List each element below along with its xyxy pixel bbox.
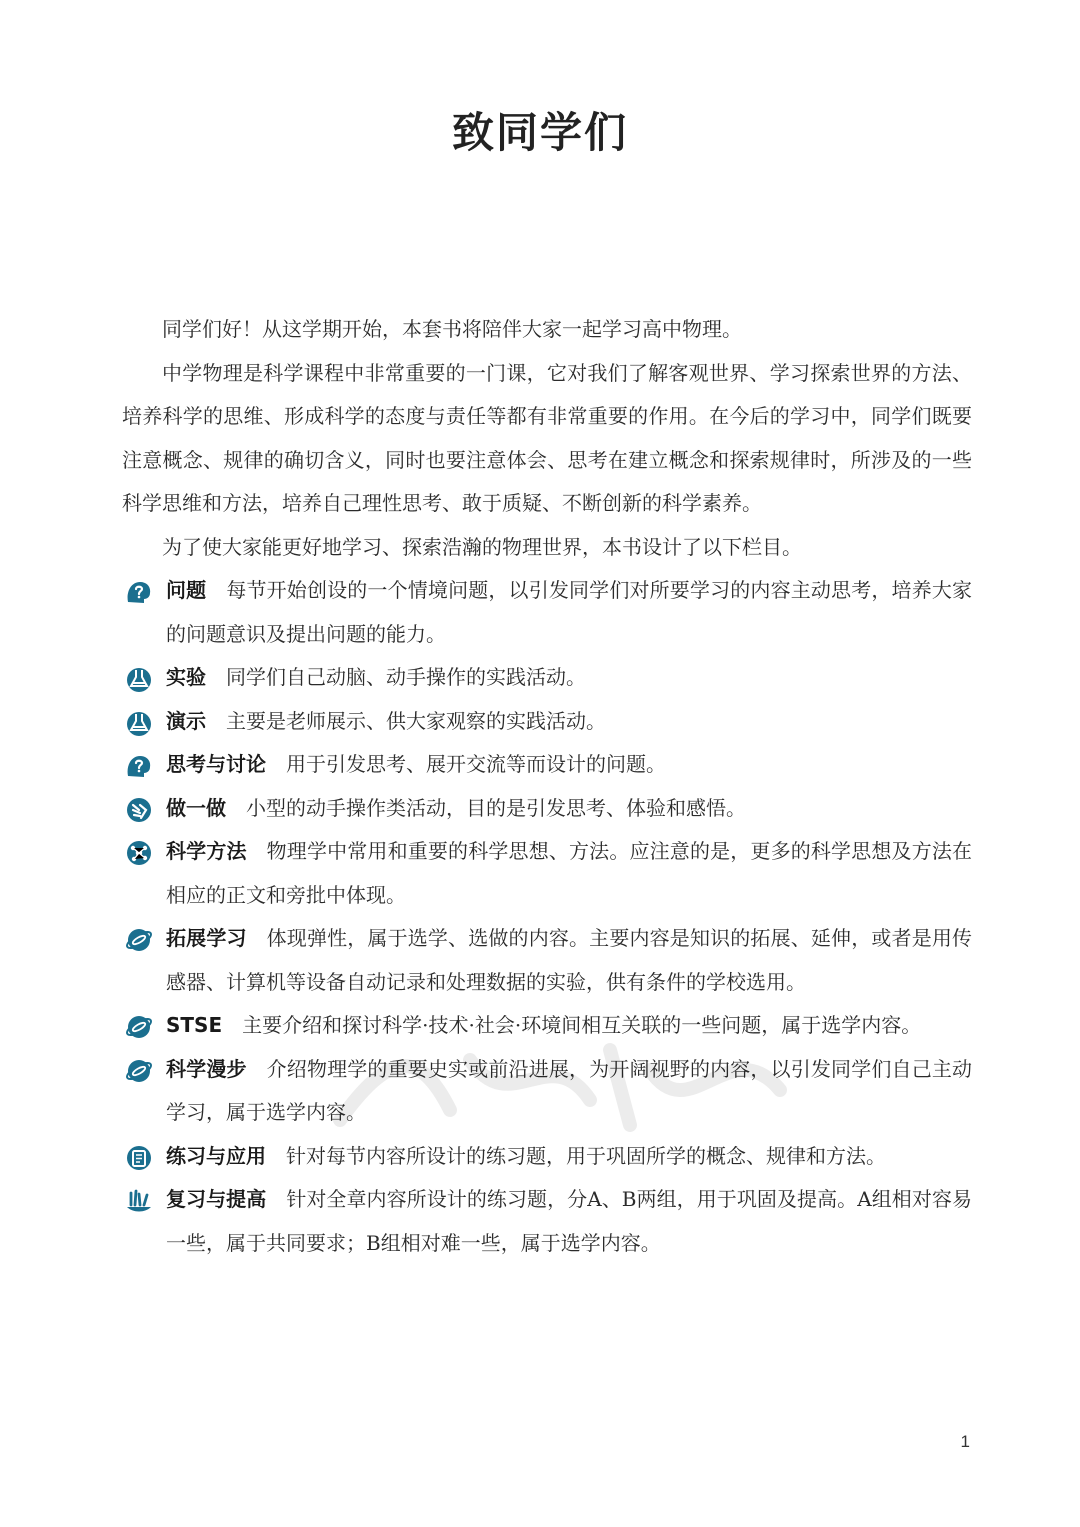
feature-item: [122, 917, 972, 1004]
planet-icon: [125, 926, 153, 954]
flask-icon: [125, 665, 153, 693]
planet-icon: [125, 1013, 153, 1041]
feature-item: [122, 830, 972, 917]
feature-list: [122, 569, 972, 1265]
feature-item: [122, 743, 972, 787]
intro-paragraph: 同学们好！从这学期开始，本套书将陪伴大家一起学习高中物理。: [162, 317, 742, 341]
feature-desc: 小型的动手操作类活动，目的是引发思考、体验和感悟。: [246, 795, 746, 820]
purpose-paragraph: 中学物理是科学课程中非常重要的一门课，它对我们了解客观世界、学习探索世界的方法、培养科学的思维、形成科学的态度与责任等都有非常重要的作用。在今后的学习中，同学们既要注意概念、规律的确切含义，同时也要注意体会、思考在建立概念和探索规律时，所涉及的一些科学思维和方法，培养自己理性思考、敢于质疑、不断创新的科学素养。: [122, 360, 972, 515]
feature-desc: 主要是老师展示、供大家观察的实践活动。: [226, 708, 606, 733]
feature-name: 思考与讨论: [166, 752, 266, 776]
flask-icon: [125, 709, 153, 737]
feature-item: [122, 569, 972, 656]
feature-name: 复习与提高: [166, 1187, 267, 1211]
feature-desc: 针对全章内容所设计的练习题，分A、B两组，用于巩固及提高。A组相对容易一些，属于共同要求；B组相对难一些，属于选学内容。: [166, 1187, 972, 1255]
notebook-icon: [125, 1144, 153, 1172]
feature-desc: 介绍物理学的重要史实或前沿进展，为开阔视野的内容，以引发同学们自己主动学习，属于选学内容。: [166, 1056, 973, 1124]
watermark: [330, 1030, 790, 1140]
head-question-icon: [125, 578, 153, 606]
feature-desc: 同学们自己动脑、动手操作的实践活动。: [226, 665, 586, 689]
feature-name: 练习与应用: [166, 1143, 266, 1168]
feature-desc: 物理学中常用和重要的科学思想、方法。应注意的是，更多的科学思想及方法在相应的正文和旁批中体现。: [166, 839, 973, 907]
feature-name: 科学漫步: [166, 1056, 247, 1081]
feature-item: [122, 787, 972, 831]
hand-icon: [125, 796, 153, 824]
feature-item: [122, 700, 972, 744]
feature-item: [122, 656, 972, 700]
planet-icon: [125, 1057, 153, 1085]
feature-desc: 体现弹性，属于选学、选做的内容。主要内容是知识的拓展、延伸，或者是用传感器、计算机等设备自动记录和处理数据的实验，供有条件的学校选用。: [166, 926, 973, 994]
columns-intro-paragraph: 为了使大家能更好地学习、探索浩瀚的物理世界，本书设计了以下栏目。: [162, 534, 802, 559]
feature-desc: 针对每节内容所设计的练习题，用于巩固所学的概念、规律和方法。: [286, 1143, 886, 1168]
feature-desc: 用于引发思考、展开交流等而设计的问题。: [286, 752, 666, 776]
head-question-icon: [125, 752, 153, 780]
bookshelf-icon: [125, 1187, 153, 1215]
feature-name: 演示: [166, 708, 206, 733]
feature-name: 拓展学习: [166, 926, 247, 950]
feature-item: [122, 1178, 972, 1265]
feature-desc: 每节开始创设的一个情境问题，以引发同学们对所要学习的内容主动思考，培养大家的问题意识及提出问题的能力。: [166, 578, 973, 646]
feature-name: 问题: [166, 578, 207, 602]
feature-name: 科学方法: [166, 839, 247, 863]
page-title: 致同学们: [451, 108, 628, 157]
feature-item: [122, 1135, 972, 1179]
molecule-icon: [125, 839, 153, 867]
feature-name: 做一做: [166, 795, 226, 820]
feature-name: STSE: [166, 1013, 223, 1037]
feature-desc: 主要介绍和探讨科学·技术·社会·环境间相互关联的一些问题，属于选学内容。: [242, 1013, 922, 1037]
page-number: 1: [960, 1432, 970, 1451]
feature-name: 实验: [166, 665, 206, 689]
